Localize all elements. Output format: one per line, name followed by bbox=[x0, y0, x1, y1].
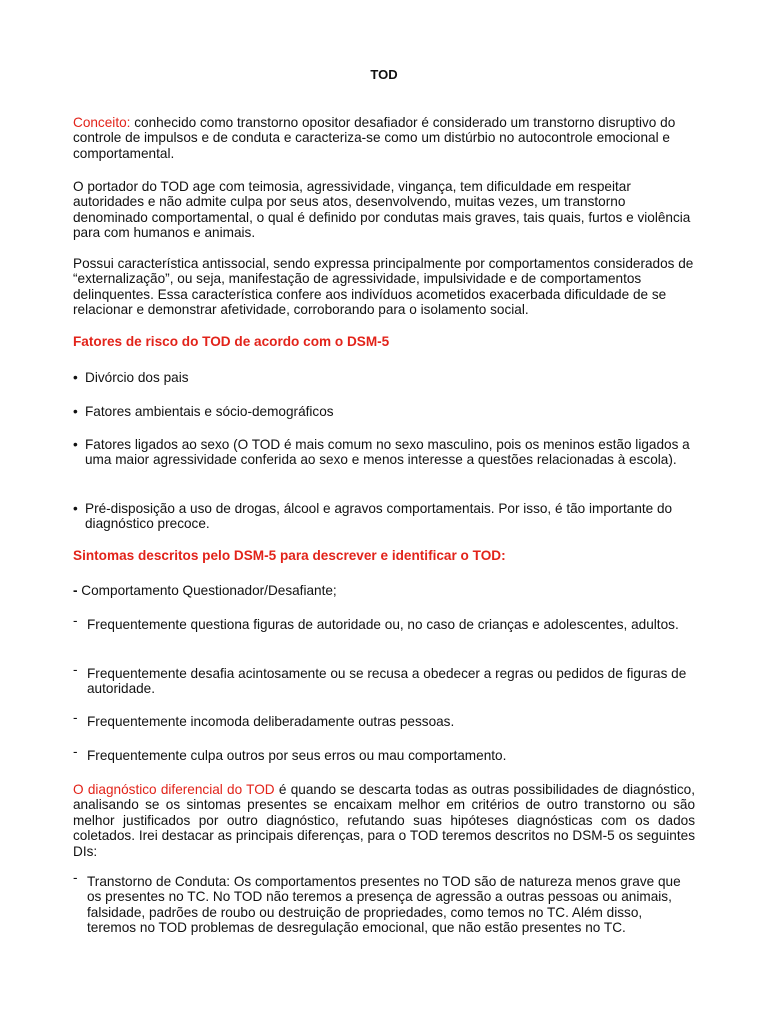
list-item bbox=[73, 710, 693, 729]
concept-paragraph bbox=[73, 115, 695, 161]
concept-text: conhecido como transtorno opositor desafiador é considerado um transtorno disruptivo do controle de impulsos e de conduta e caracteriza-se como um distúrbio no autocontrole emocional e comportamental. bbox=[73, 115, 676, 161]
dash-icon: - bbox=[73, 870, 78, 885]
differential-paragraph bbox=[73, 782, 695, 859]
risk-factors-heading: Fatores de risco do TOD de acordo com o DSM-5 bbox=[73, 334, 390, 349]
list-item bbox=[73, 744, 693, 763]
dash-icon: - bbox=[73, 662, 78, 677]
differential-item-text: Transtorno de Conduta: Os comportamentos presentes no TOD são de natureza menos grave que os presentes no TC. No TOD não teremos a presença de agressão a outras pessoas ou animais, falsidade, padrões de roubo ou destruição de propriedades, como temos no TC. Além disso, teremos no TOD problemas de desregulação emocional, que não estão presentes no TC. bbox=[87, 874, 681, 936]
document-title: TOD bbox=[370, 67, 398, 82]
dash-icon: - bbox=[73, 744, 78, 759]
symptoms-subheading bbox=[73, 583, 695, 598]
dash-icon: - bbox=[73, 710, 78, 725]
symptom-text: Frequentemente desafia acintosamente ou se recusa a obedecer a regras ou pedidos de figuras de autoridade. bbox=[87, 666, 687, 697]
list-item bbox=[73, 370, 693, 385]
antisocial-paragraph: Possui característica antissocial, sendo expressa principalmente por comportamentos considerados de “externalização”, ou seja, manifestação de agressividade, impulsividade e de comportamentos delinquentes. Essa característica confere aos indivíduos acometidos exacerbada dificuldade de se relacionar e demonstrar afetividade, corroborando para o isolamento social. bbox=[73, 256, 694, 318]
symptom-text: Frequentemente culpa outros por seus erros ou mau comportamento. bbox=[87, 748, 507, 763]
bullet-icon: • bbox=[73, 501, 78, 516]
symptoms-heading: Sintomas descritos pelo DSM-5 para descrever e identificar o TOD: bbox=[73, 548, 506, 563]
bullet-icon: • bbox=[73, 370, 78, 385]
bullet-icon: • bbox=[73, 404, 78, 419]
risk-factor-text: Fatores ligados ao sexo (O TOD é mais comum no sexo masculino, pois os meninos estão ligados a uma maior agressividade conferida ao sexo e menos interesse a questões relacionadas à escola). bbox=[85, 437, 690, 468]
symptom-text: Frequentemente incomoda deliberadamente outras pessoas. bbox=[87, 714, 455, 729]
list-item bbox=[73, 404, 693, 419]
concept-label: Conceito: bbox=[73, 115, 131, 130]
differential-label: O diagnóstico diferencial do TOD bbox=[73, 782, 275, 797]
dash-icon: - bbox=[73, 583, 78, 598]
symptom-text: Frequentemente questiona figuras de autoridade ou, no caso de crianças e adolescentes, adultos. bbox=[87, 617, 679, 632]
risk-factor-text: Fatores ambientais e sócio-demográficos bbox=[85, 404, 334, 419]
behavior-paragraph: O portador do TOD age com teimosia, agressividade, vingança, tem dificuldade em respeitar autoridades e não admite culpa por seus atos, desenvolvendo, muitas vezes, um transtorno denominado comportamental, o qual é definido por condutas mais graves, tais quais, furtos e violência para com humanos e animais. bbox=[73, 179, 691, 241]
differential-text: é quando se descarta todas as outras possibilidades de diagnóstico, analisando se os sintomas presentes se encaixam melhor em critérios de outro transtorno ou são melhor justificados por outro diagnóstico, refutando suas hipóteses diagnósticas com os dados coletados. Irei destacar as principais diferenças, para o TOD teremos descritos no DSM-5 os seguintes DIs: bbox=[73, 782, 695, 859]
list-item bbox=[73, 437, 693, 468]
list-item bbox=[73, 501, 693, 532]
risk-factor-text: Pré-disposição a uso de drogas, álcool e agravos comportamentais. Por isso, é tão importante do diagnóstico precoce. bbox=[85, 501, 673, 532]
list-item bbox=[73, 613, 693, 632]
subheading-text: Comportamento Questionador/Desafiante; bbox=[77, 583, 337, 598]
risk-factor-text: Divórcio dos pais bbox=[85, 370, 189, 385]
list-item bbox=[73, 662, 693, 697]
bullet-icon: • bbox=[73, 437, 78, 452]
list-item bbox=[73, 870, 693, 936]
dash-icon: - bbox=[73, 613, 78, 628]
